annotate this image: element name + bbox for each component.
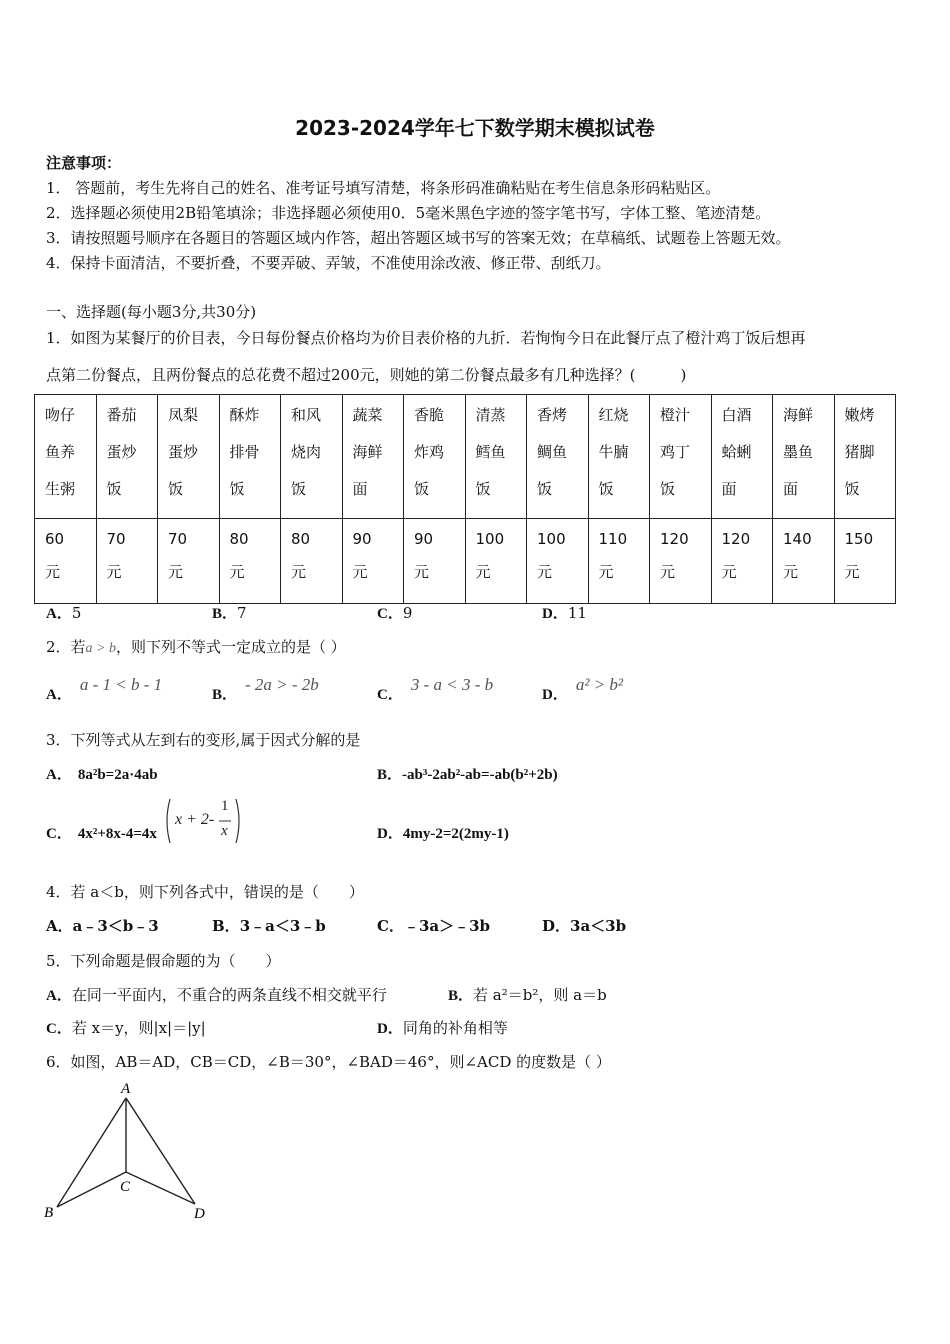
right-paren bbox=[236, 799, 239, 843]
menu-price-cell: 80 元 bbox=[219, 519, 281, 604]
menu-price-cell: 150 元 bbox=[834, 519, 896, 604]
menu-price-cell: 60 元 bbox=[35, 519, 97, 604]
notice-item: 3．请按照题号顺序在各题目的答题区域内作答，超出答题区域书写的答案无效；在草稿纸、试题卷上答题无效。 bbox=[46, 229, 791, 247]
label-d: D bbox=[194, 1206, 205, 1222]
menu-name-cell: 白酒 蛤蜊 面 bbox=[711, 395, 773, 519]
option-a[interactable]: A．a﹣3＜b﹣3 bbox=[46, 917, 159, 935]
option-a[interactable]: A．a - 1 < b - 1 bbox=[46, 675, 163, 703]
triangle-figure-svg bbox=[38, 1076, 218, 1226]
menu-price-cell: 100 元 bbox=[527, 519, 589, 604]
option-d[interactable]: D．11 bbox=[542, 604, 587, 622]
page-title: 2023-2024学年七下数学期末模拟试卷 bbox=[295, 116, 655, 140]
menu-price-cell: 120 元 bbox=[650, 519, 712, 604]
option-c[interactable]: C． 4x²+8x-4=4x bbox=[46, 826, 157, 842]
menu-price-cell: 120 元 bbox=[711, 519, 773, 604]
notice-item: 4．保持卡面清洁，不要折叠，不要弄破、弄皱，不准使用涂改液、修正带、刮纸刀。 bbox=[46, 254, 611, 272]
option-b[interactable]: B．- 2a > - 2b bbox=[212, 675, 319, 703]
option-c[interactable]: C．若 x＝y，则|x|＝|y| bbox=[46, 1019, 206, 1037]
triangle-figure bbox=[38, 1076, 218, 1230]
menu-name-cell: 和风 烧肉 饭 bbox=[281, 395, 343, 519]
left-paren bbox=[167, 799, 170, 843]
option-b[interactable]: B．3﹣a＜3﹣b bbox=[212, 917, 326, 935]
option-b[interactable]: B．7 bbox=[212, 604, 247, 622]
q1-stem-line1: 1．如图为某餐厅的价目表，今日每份餐点价格均为价目表价格的九折．若恂恂今日在此餐厅点了橙汁鸡丁饭后想再 bbox=[46, 329, 806, 347]
option-a[interactable]: A．在同一平面内，不重合的两条直线不相交就平行 bbox=[46, 986, 387, 1004]
menu-name-cell: 番茄 蛋炒 饭 bbox=[96, 395, 158, 519]
table-row bbox=[35, 395, 896, 519]
fraction-expression bbox=[163, 795, 243, 847]
table-row bbox=[35, 519, 896, 604]
menu-name-cell: 海鲜 墨鱼 面 bbox=[773, 395, 835, 519]
menu-price-cell: 80 元 bbox=[281, 519, 343, 604]
label-c: C bbox=[120, 1179, 131, 1195]
menu-price-cell: 70 元 bbox=[158, 519, 220, 604]
price-table bbox=[34, 394, 896, 604]
menu-price-cell: 90 元 bbox=[404, 519, 466, 604]
option-a[interactable]: A．5 bbox=[46, 604, 82, 622]
menu-name-cell: 橙汁 鸡丁 饭 bbox=[650, 395, 712, 519]
option-d[interactable]: D．同角的补角相等 bbox=[377, 1019, 508, 1037]
fraction-numerator: 1 bbox=[221, 798, 229, 814]
fraction-denominator: x bbox=[221, 823, 228, 839]
menu-name-cell: 酥炸 排骨 饭 bbox=[219, 395, 281, 519]
label-a: A bbox=[121, 1081, 131, 1097]
option-c[interactable]: C．9 bbox=[377, 604, 413, 622]
option-c[interactable]: C．﹣3a＞﹣3b bbox=[377, 917, 491, 935]
q2-stem: 2．若a > b，则下列不等式一定成立的是（ ） bbox=[46, 638, 346, 656]
menu-name-cell: 蔬菜 海鲜 面 bbox=[342, 395, 404, 519]
menu-name-cell: 清蒸 鳕鱼 饭 bbox=[465, 395, 527, 519]
q4-stem: 4．若 a＜b，则下列各式中，错误的是（ ） bbox=[46, 883, 364, 901]
menu-name-cell: 红烧 牛腩 饭 bbox=[588, 395, 650, 519]
menu-price-cell: 110 元 bbox=[588, 519, 650, 604]
segment-ab bbox=[57, 1098, 126, 1207]
menu-price-cell: 140 元 bbox=[773, 519, 835, 604]
option-c[interactable]: C．3 - a < 3 - b bbox=[377, 675, 494, 703]
menu-name-cell: 吻仔 鱼养 生粥 bbox=[35, 395, 97, 519]
menu-price-cell: 90 元 bbox=[342, 519, 404, 604]
notice-heading: 注意事项： bbox=[46, 154, 122, 172]
fraction-head: x + 2- bbox=[175, 811, 215, 828]
q6-stem: 6．如图，AB＝AD，CB＝CD，∠B＝30°，∠BAD＝46°，则∠ACD 的度数是（ ） bbox=[46, 1053, 611, 1071]
notice-item: 2．选择题必须使用2B铅笔填涂；非选择题必须使用0．5毫米黑色字迹的签字笔书写，字体工整、笔迹清楚。 bbox=[46, 204, 771, 222]
label-b: B bbox=[44, 1205, 54, 1221]
menu-name-cell: 嫩烤 猪脚 饭 bbox=[834, 395, 896, 519]
option-b[interactable]: B．-ab³-2ab²-ab=-ab(b²+2b) bbox=[377, 767, 558, 783]
option-b[interactable]: B．若 a²＝b²，则 a＝b bbox=[448, 986, 607, 1004]
menu-price-cell: 70 元 bbox=[96, 519, 158, 604]
option-d[interactable]: D．a² > b² bbox=[542, 675, 624, 703]
menu-price-cell: 100 元 bbox=[465, 519, 527, 604]
menu-name-cell: 香烤 鲷鱼 饭 bbox=[527, 395, 589, 519]
option-d[interactable]: D．4my-2=2(2my-1) bbox=[377, 826, 509, 842]
section-heading: 一、选择题(每小题3分,共30分) bbox=[46, 303, 257, 321]
menu-name-cell: 凤梨 蛋炒 饭 bbox=[158, 395, 220, 519]
q5-stem: 5．下列命题是假命题的为（ ） bbox=[46, 952, 281, 970]
q3-stem: 3．下列等式从左到右的变形,属于因式分解的是 bbox=[46, 731, 361, 749]
option-a[interactable]: A． 8a²b=2a·4ab bbox=[46, 767, 158, 783]
option-d[interactable]: D．3a＜3b bbox=[542, 917, 627, 935]
menu-name-cell: 香脆 炸鸡 饭 bbox=[404, 395, 466, 519]
q1-stem-line2: 点第二份餐点，且两份餐点的总花费不超过200元，则她的第二份餐点最多有几种选择？( ) bbox=[46, 366, 687, 384]
notice-item: 1． 答题前，考生先将自己的姓名、准考证号填写清楚，将条形码准确粘贴在考生信息条形码粘贴区。 bbox=[46, 179, 721, 197]
